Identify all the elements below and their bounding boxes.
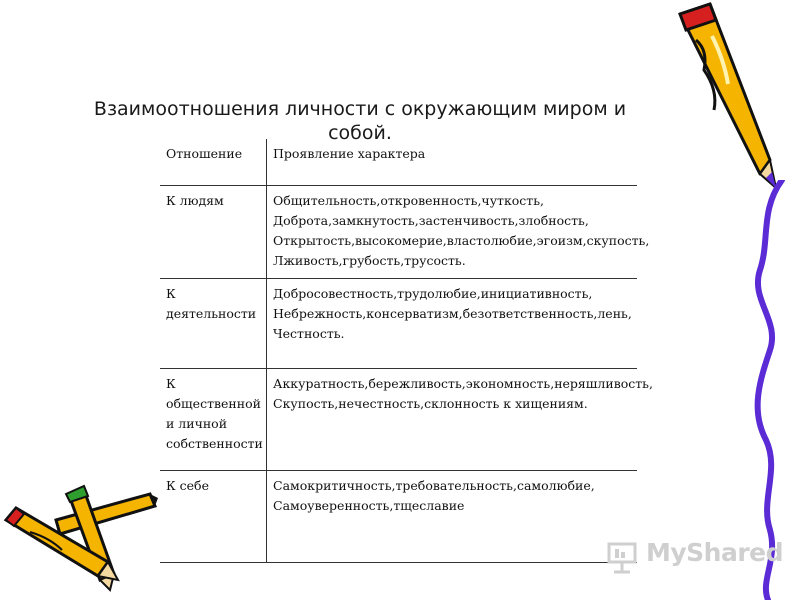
character-table <box>160 139 653 563</box>
row-relation <box>160 368 267 470</box>
trait-line: Честность. <box>273 325 345 341</box>
relation-line: К себе <box>166 477 209 493</box>
myshared-logo <box>606 538 784 574</box>
slide-title: Взаимоотношения личности с окружающим миром и собой. <box>93 98 627 144</box>
relation-line: общественной <box>166 395 261 411</box>
trait-line: Небрежность,консерватизм,безответственность,лень, <box>273 305 632 321</box>
presentation-icon <box>606 540 640 574</box>
trait-line: Добросовестность,трудолюбие,инициативность, <box>273 285 593 301</box>
row-traits <box>267 470 638 562</box>
row-relation <box>160 185 267 278</box>
relation-line: К <box>166 285 176 301</box>
table-row <box>160 278 637 368</box>
row-traits <box>267 185 650 278</box>
row-relation <box>160 470 267 562</box>
row-relation <box>160 278 267 368</box>
pencil-icon <box>668 0 788 195</box>
trait-line: Лживость,грубость,трусость. <box>273 252 466 268</box>
table-row <box>160 470 637 562</box>
header-traits: Проявление характера <box>267 139 638 185</box>
trait-line: Открытость,высокомерие,властолюбие,эгоизм,скупость, <box>273 232 650 248</box>
relation-line: деятельности <box>166 305 257 321</box>
trait-line: Доброта,замкнутость,застенчивость,злобность, <box>273 212 589 228</box>
row-traits <box>267 278 638 368</box>
logo-text: MyShared <box>646 538 784 567</box>
trait-line: Самоуверенность,тщеславие <box>273 497 465 513</box>
row-traits <box>267 368 653 470</box>
trait-line: Аккуратность,бережливость,экономность,неряшливость, <box>273 375 653 391</box>
table-header-row <box>160 139 637 185</box>
relation-line: К <box>166 375 176 391</box>
squiggle-line <box>740 180 800 600</box>
trait-line: Скупость,нечестность,склонность к хищениям. <box>273 395 588 411</box>
trait-line: Самокритичность,требовательность,самолюбие, <box>273 477 595 493</box>
trait-line: Общительность,откровенность,чуткость, <box>273 192 545 208</box>
header-relation: Отношение <box>160 139 267 185</box>
relation-line: К людям <box>166 192 224 208</box>
relation-line: собственности <box>166 435 263 451</box>
crayons-icon <box>0 480 160 600</box>
relation-line: и личной <box>166 415 228 431</box>
table-row <box>160 368 637 470</box>
table-row <box>160 185 637 278</box>
